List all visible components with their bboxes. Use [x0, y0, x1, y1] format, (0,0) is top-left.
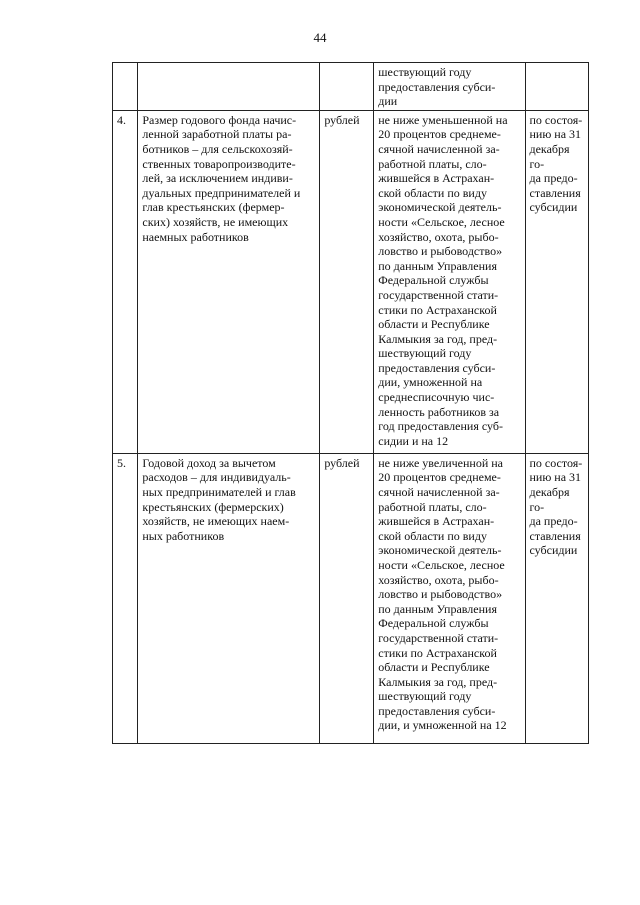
unit-of-measure — [320, 63, 374, 111]
indicator-date: по состоя- нию на 31 декабря го- да предо- ставления субсидии — [525, 110, 589, 453]
indicator-name: Размер годового фонда начис- ленной заработной платы ра- ботников – для сельскохозяй- ственных товаропроизводите- лей, за исключением индиви- дуальных предпринимателей и глав крестьянских (фермер- ских) хозяйств, не имеющих наемных работников — [138, 110, 320, 453]
unit-of-measure: рублей — [320, 453, 374, 743]
indicator-condition: не ниже уменьшенной на 20 процентов среднеме- сячной начисленной за- работной платы, сло- жившейся в Астрахан- ской области по виду экономической деятель- ности «Сельское, лесное хозяйство, охота, рыбо- ловство и рыбоводство» по данным Управления Федеральной службы государственной стати- стики по Астраханской области и Республике Калмыкия за год, пред- шествующий году предоставления субси- дии, умноженной на среднесписочную чис- ленность работников за год предоставления суб- сидии и на 12 — [374, 110, 525, 453]
indicator-name — [138, 63, 320, 111]
row-number — [113, 63, 138, 111]
indicator-date — [525, 63, 589, 111]
criteria-table — [112, 62, 589, 744]
indicator-condition: не ниже увеличенной на 20 процентов среднеме- сячной начисленной за- работной платы, сло- жившейся в Астрахан- ской области по виду экономической деятель- ности «Сельское, лесное хозяйство, охота, рыбо- ловство и рыбоводство» по данным Управления Федеральной службы государственной стати- стики по Астраханской области и Республике Калмыкия за год, пред- шествующий году предоставления субси- дии, и умноженной на 12 — [374, 453, 525, 743]
table-row-5 — [113, 453, 589, 743]
row-number: 4. — [113, 110, 138, 453]
indicator-date: по состоя- нию на 31 декабря го- да предо- ставления субсидии — [525, 453, 589, 743]
table-row-4 — [113, 110, 589, 453]
row-number: 5. — [113, 453, 138, 743]
unit-of-measure: рублей — [320, 110, 374, 453]
indicator-condition: шествующий году предоставления субси- дии — [374, 63, 525, 111]
indicator-name: Годовой доход за вычетом расходов – для индивидуаль- ных предпринимателей и глав крестьянских (фермерских) хозяйств, не имеющих наем- ных работников — [138, 453, 320, 743]
table-row-continuation — [113, 63, 589, 111]
page-number: 44 — [313, 30, 327, 45]
